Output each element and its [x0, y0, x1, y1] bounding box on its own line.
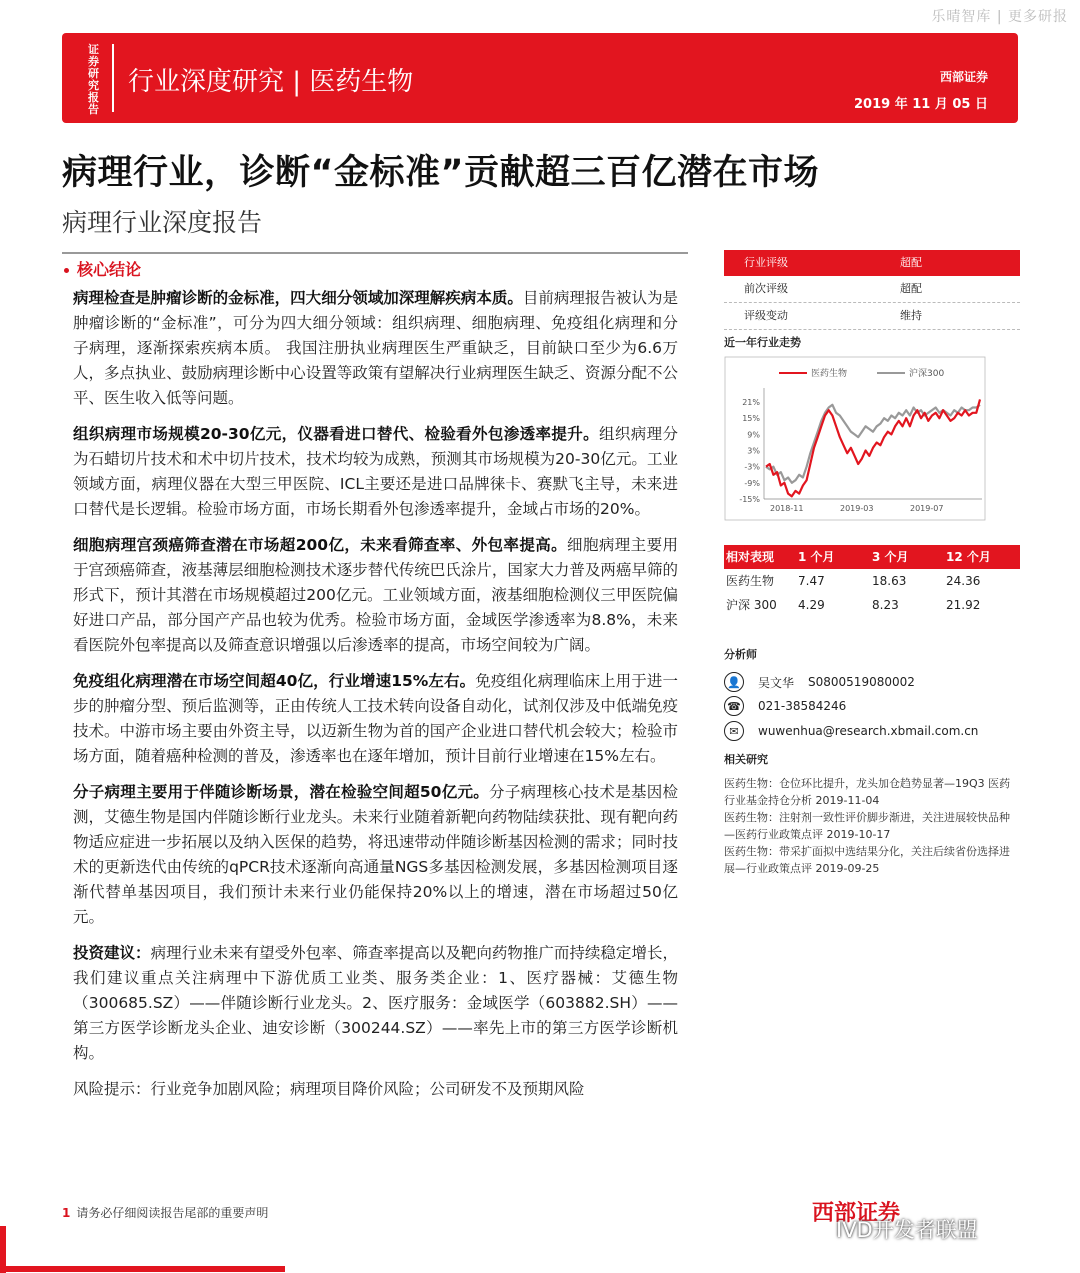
analyst-label: 分析师	[724, 648, 757, 661]
banner-company: 西部证券	[939, 70, 988, 84]
paragraph-text: 目前病理报告被认为是肿瘤诊断的“金标准”，可分为四大细分领域：组织病理、细胞病理、免疫组化病理和分子病理，逐渐探索疾病本质。 我国注册执业病理医生严重缺乏，目前缺口至少为6.6万人，多点执业、鼓励病理诊断中心设置等政策有望解决行业病理医生缺乏、资源分配不公平、医生收入低等问题。	[73, 289, 678, 407]
mail-icon: ✉	[724, 721, 744, 741]
analyst-email[interactable]: wuwenhua@research.xbmail.com.cn	[758, 724, 979, 738]
section-heading	[64, 257, 141, 280]
rating-value: 超配	[900, 256, 922, 269]
x-tick-label: 2018-11	[770, 504, 804, 513]
perf-header: 12 个月	[946, 550, 991, 564]
y-tick-label: 9%	[747, 430, 760, 440]
rating-label: 评级变动	[744, 309, 788, 322]
title-rule	[62, 252, 688, 254]
perf-cell: 4.29	[798, 598, 825, 612]
y-tick-label: -15%	[739, 495, 760, 504]
paragraph-lead: 分子病理主要用于伴随诊断场景，潜在检验空间超50亿元。	[73, 783, 490, 801]
banner-title: 行业深度研究 | 医药生物	[128, 67, 414, 97]
y-tick-label: 21%	[742, 398, 760, 408]
trend-chart	[724, 356, 986, 521]
paragraph	[73, 286, 678, 411]
paragraph-lead: 免疫组化病理潜在市场空间超40亿，行业增速15%左右。	[73, 672, 476, 690]
perf-cell: 24.36	[946, 574, 981, 588]
paragraph-lead: 组织病理市场规模20-30亿元，仪器看进口替代、检验看外包渗透率提升。	[73, 425, 600, 443]
main-content	[73, 286, 678, 1113]
rating-value: 超配	[900, 282, 922, 295]
legend-label: 医药生物	[811, 369, 848, 379]
perf-header: 相对表现	[726, 550, 775, 564]
rating-row	[724, 276, 1020, 303]
x-tick-label: 2019-07	[910, 504, 944, 513]
y-tick-label: 3%	[747, 446, 760, 456]
paragraph	[73, 941, 678, 1066]
risk-note	[73, 1077, 678, 1102]
banner-divider	[112, 44, 114, 112]
analyst-row	[724, 672, 915, 692]
performance-table	[724, 545, 1020, 617]
paragraph-lead: 细胞病理宫颈癌筛查潜在市场超200亿，未来看筛查率、外包率提高。	[73, 536, 568, 554]
bottom-watermark: IVD开发者联盟	[836, 1218, 978, 1242]
paragraph-text: 细胞病理主要用于宫颈癌筛查，液基薄层细胞检测技术逐步替代传统巴氏涂片，国家大力普及两癌早筛的形式下，预计其潜在市场规模超过200亿元。工业领域方面，液基细胞检测仪三甲医院偏好进口产品，部分国产产品也较为优秀。检验市场方面，金域医学渗透率为8.8%，未来看医院外包率提高以及筛查意识增强以后渗透率的提高，市场空间较为广阔。	[73, 536, 678, 654]
footer	[62, 1204, 268, 1221]
paragraph	[73, 669, 678, 769]
rating-label: 前次评级	[744, 282, 788, 295]
phone-row	[724, 696, 846, 716]
footer-note: 请务必仔细阅读报告尾部的重要声明	[76, 1206, 269, 1220]
rating-value: 维持	[900, 309, 922, 322]
top-watermark: 乐晴智库 | 更多研报	[931, 9, 1068, 25]
perf-cell: 21.92	[946, 598, 981, 612]
analyst-cert: S0800519080002	[808, 675, 915, 689]
x-tick-label: 2019-03	[840, 504, 874, 513]
rating-label: 行业评级	[744, 256, 788, 269]
perf-cell: 8.23	[872, 598, 899, 612]
perf-header: 3 个月	[872, 550, 909, 564]
bullet-icon	[64, 268, 69, 273]
paragraph-text: 风险提示：行业竞争加剧风险；病理项目降价风险；公司研发不及预期风险	[73, 1080, 585, 1098]
trend-title: 近一年行业走势	[724, 336, 801, 349]
report-subtitle: 病理行业深度报告	[62, 208, 263, 237]
paragraph	[73, 780, 678, 930]
y-tick-label: -3%	[744, 462, 760, 472]
analyst-phone: 021-38584246	[758, 699, 847, 713]
paragraph	[73, 422, 678, 522]
section-label: 核心结论	[77, 260, 142, 279]
related-item[interactable]: 医药生物：带采扩面拟中选结果分化，关注后续省份选择进展—行业政策点评 2019-09-25	[724, 845, 1010, 875]
perf-cell: 沪深 300	[726, 598, 777, 612]
vertical-tag: 证券研究报告	[88, 43, 99, 116]
perf-header-row	[724, 545, 1020, 569]
paragraph-text: 病理行业未来有望受外包率、筛查率提高以及靶向药物推广而持续稳定增长，我们建议重点关注病理中下游优质工业类、服务类企业：1、医疗器械：艾德生物（300685.SZ）——伴随诊断行业龙头。2、医疗服务：金域医学（603882.SH）——第三方医学诊断龙头企业、迪安诊断（300244.SZ）——率先上市的第三方医学诊断机构。	[73, 944, 678, 1062]
rating-row	[724, 303, 1020, 330]
perf-cell: 医药生物	[726, 574, 775, 588]
report-title: 病理行业，诊断“金标准”贡献超三百亿潜在市场	[62, 153, 820, 193]
y-tick-label: 15%	[742, 414, 760, 424]
report-date: 2019 年 11 月 05 日	[854, 97, 988, 112]
paragraph-lead: 投资建议：	[73, 944, 151, 962]
page-number: 1	[62, 1206, 71, 1220]
perf-cell: 7.47	[798, 574, 825, 588]
related-item[interactable]: 医药生物：仓位环比提升，龙头加仓趋势显著—19Q3 医药行业基金持仓分析 2019-11-04	[724, 777, 1011, 807]
legend-label: 沪深300	[909, 369, 945, 379]
rating-row	[724, 250, 1020, 276]
paragraph-text: 免疫组化病理临床上用于进一步的肿瘤分型、预后监测等，正由传统人工技术转向设备自动化，试剂仅涉及中低端免疫技术。中游市场主要由外资主导，以迈新生物为首的国产企业进口替代机会较大；检验市场方面，随着癌种检测的普及，渗透率也在逐年增加，预计目前行业增速在15%左右。	[73, 672, 678, 765]
related-label: 相关研究	[724, 753, 768, 766]
person-icon: 👤	[724, 672, 744, 692]
paragraph	[73, 533, 678, 658]
perf-header: 1 个月	[798, 550, 835, 564]
y-tick-label: -9%	[744, 478, 760, 488]
related-list	[724, 775, 1016, 877]
email-row	[724, 721, 978, 741]
rating-table	[724, 250, 1020, 330]
perf-row	[724, 569, 1020, 593]
corner-accent	[0, 1266, 285, 1272]
perf-cell: 18.63	[872, 574, 907, 588]
company-logo: 西部证券	[812, 1201, 901, 1226]
paragraph-text: 组织病理分为石蜡切片技术和术中切片技术，技术均较为成熟，预测其市场规模为20-30亿元。工业领域方面，病理仪器在大型三甲医院、ICL主要还是进口品牌徕卡、赛默飞主导，未来进口替代是长逻辑。检验市场方面，市场长期看外包渗透率提升，金域占市场的20%。	[73, 425, 678, 518]
phone-icon: ☎	[724, 696, 744, 716]
paragraph-lead: 病理检查是肿瘤诊断的金标准，四大细分领域加深理解疾病本质。	[73, 289, 523, 307]
related-item[interactable]: 医药生物：注射剂一致性评价脚步渐进，关注进展较快品种—医药行业政策点评 2019-10-17	[724, 811, 1010, 841]
paragraph-text: 分子病理核心技术是基因检测，艾德生物是国内伴随诊断行业龙头。未来行业随着新靶向药物陆续获批、现有靶向药物适应症进一步拓展以及纳入医保的趋势，将迅速带动伴随诊断基因检测的需求；同时技术的更新迭代由传统的qPCR技术逐渐向高通量NGS多基因检测发展，多基因检测项目逐渐代替单基因项目，我们预计未来行业仍能保持20%以上的增速，潜在市场超过50亿元。	[73, 783, 678, 926]
perf-row	[724, 593, 1020, 617]
analyst-name: 吴文华	[758, 675, 795, 690]
